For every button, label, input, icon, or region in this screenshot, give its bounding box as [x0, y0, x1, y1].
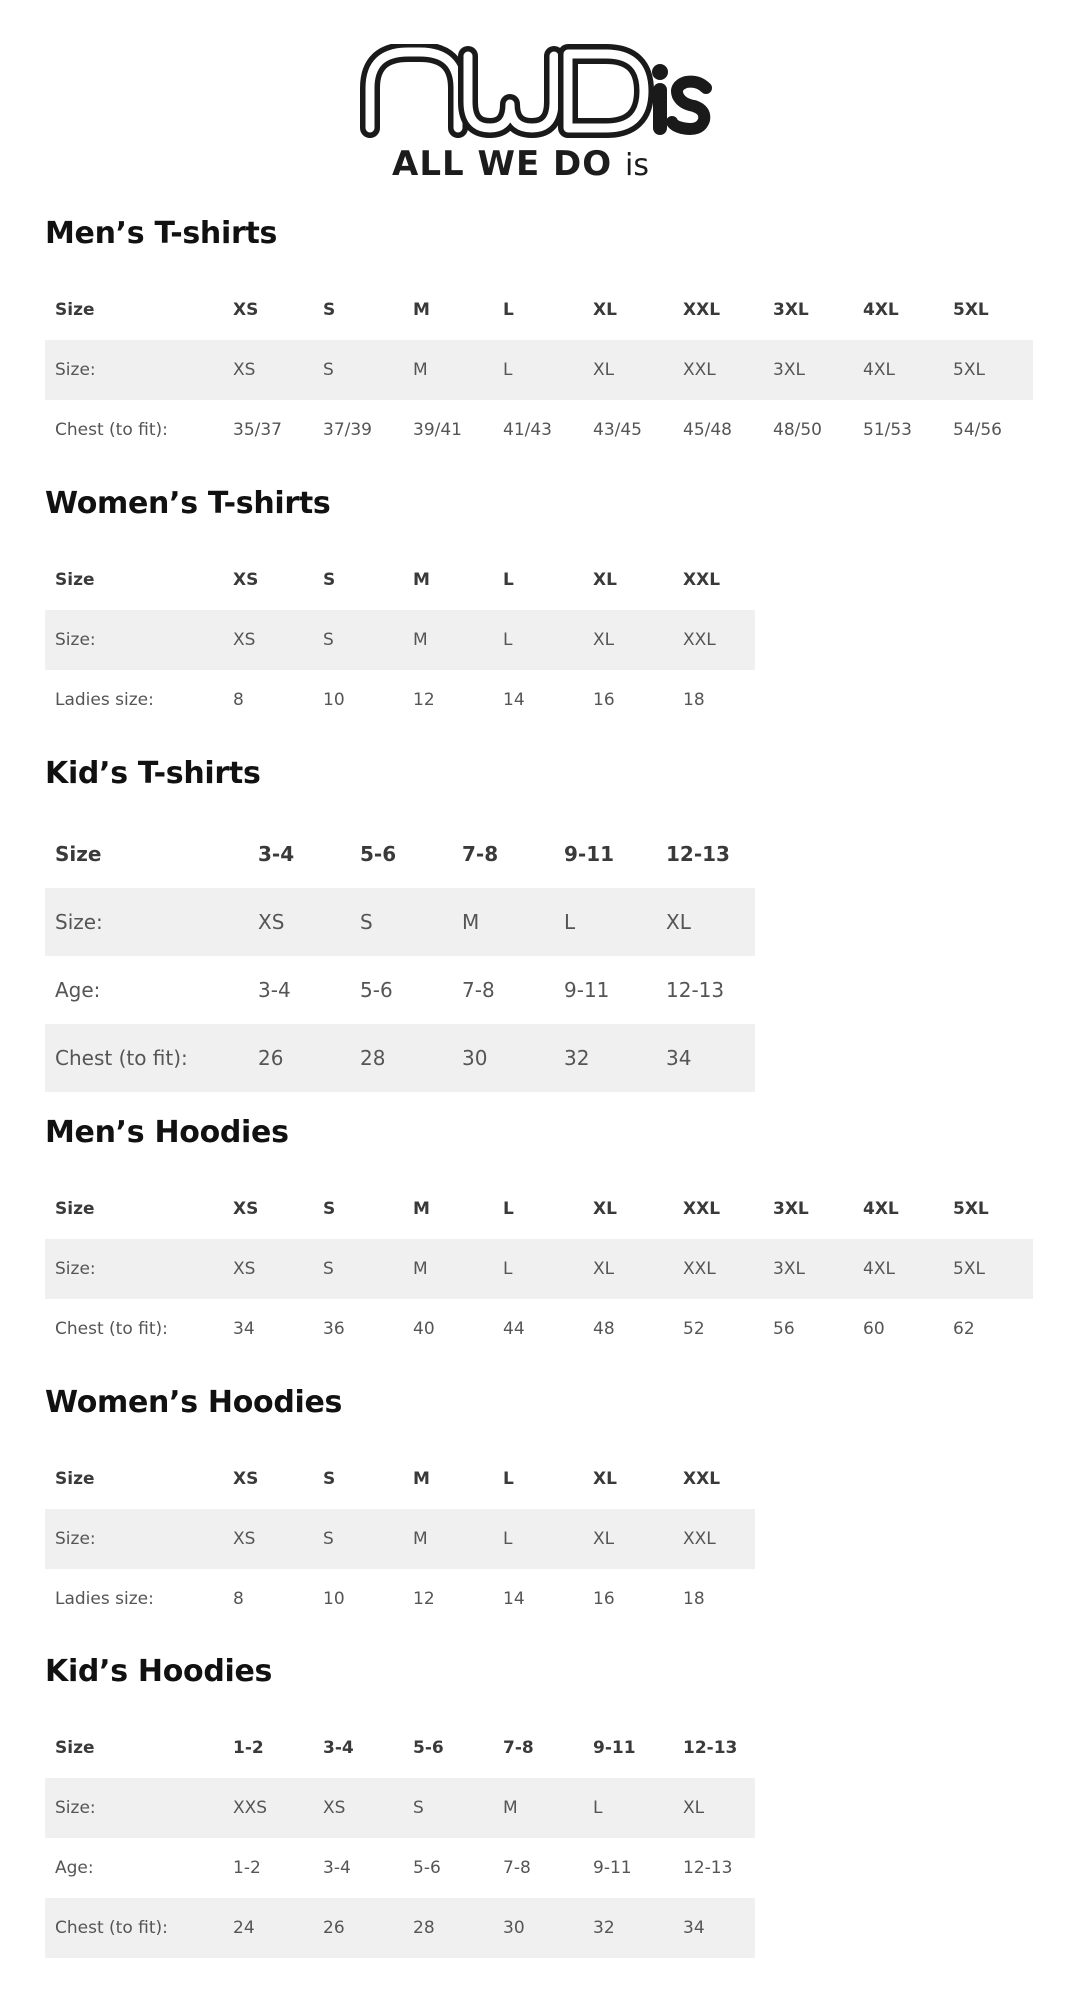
header-cell: S: [323, 1469, 336, 1489]
table-cell: XS: [223, 610, 313, 670]
table-cell: S: [403, 1778, 493, 1838]
table-cell: 9-11: [564, 978, 610, 1002]
table-row: [45, 340, 1033, 400]
table-cell: 3-4: [323, 1858, 351, 1878]
table-cell: 54/56: [953, 420, 1002, 440]
row-label: Size:: [45, 1239, 223, 1299]
table-cell: 7-8: [462, 978, 495, 1002]
header-cell: XS: [233, 570, 259, 590]
table-cell: 24: [223, 1898, 313, 1958]
header-cell: XXL: [683, 300, 721, 320]
header-cell: 5-6: [413, 1738, 444, 1758]
section-mens-hoodies: [45, 1112, 1033, 1359]
section-title: Women’s Hoodies: [45, 1385, 343, 1420]
table-cell: 37/39: [323, 420, 372, 440]
row-label: Ladies size:: [55, 1589, 154, 1609]
section-kids-tshirts: [45, 753, 755, 1092]
table-cell: 10: [323, 1589, 345, 1609]
table-cell: XS: [223, 340, 313, 400]
table-row: [45, 610, 755, 670]
table-cell: 8: [233, 1589, 244, 1609]
header-cell: 9-11: [564, 842, 615, 866]
table-cell: 26: [248, 1024, 350, 1092]
table-cell: XL: [583, 1509, 673, 1569]
table-cell: 48: [593, 1319, 615, 1339]
table-cell: XXL: [673, 1509, 755, 1569]
table-cell: M: [452, 888, 554, 956]
row-label: Size:: [45, 1778, 223, 1838]
table-cell: 56: [773, 1319, 795, 1339]
table-cell: L: [493, 610, 583, 670]
table-row: [45, 1778, 755, 1838]
table-cell: XL: [583, 340, 673, 400]
table-cell: 3-4: [258, 978, 291, 1002]
row-label: Chest (to fit):: [55, 420, 168, 440]
section-title: Men’s Hoodies: [45, 1115, 289, 1150]
row-label: Age:: [55, 1858, 94, 1878]
table-cell: XXL: [673, 610, 755, 670]
table-cell: S: [313, 340, 403, 400]
table-cell: 62: [953, 1319, 975, 1339]
header-cell: Size: [55, 1199, 95, 1219]
table-cell: 7-8: [503, 1858, 531, 1878]
header-cell: 3-4: [323, 1738, 354, 1758]
table-row: [45, 1299, 1033, 1359]
table-header-row: [45, 1179, 1033, 1239]
header-cell: M: [413, 1199, 430, 1219]
table-cell: XL: [656, 888, 755, 956]
table-header-row: [45, 1449, 755, 1509]
table-cell: 18: [683, 1589, 705, 1609]
table-cell: 32: [583, 1898, 673, 1958]
table-cell: M: [493, 1778, 583, 1838]
table-cell: 16: [593, 1589, 615, 1609]
table-cell: 30: [452, 1024, 554, 1092]
row-label: Size:: [45, 1509, 223, 1569]
table-cell: 40: [413, 1319, 435, 1339]
header-cell: M: [413, 1469, 430, 1489]
section-kids-hoodies: [45, 1651, 755, 1958]
table-cell: 35/37: [233, 420, 282, 440]
header-cell: 1-2: [233, 1738, 264, 1758]
header-cell: 5XL: [953, 300, 989, 320]
table-cell: L: [493, 1239, 583, 1299]
header-cell: L: [503, 300, 514, 320]
table-cell: 4XL: [853, 1239, 943, 1299]
header-cell: 9-11: [593, 1738, 636, 1758]
table-cell: XS: [223, 1509, 313, 1569]
table-cell: XL: [583, 1239, 673, 1299]
logo-tagline-lower: is: [625, 148, 649, 183]
table-row: [45, 400, 1033, 460]
table-cell: XS: [223, 1239, 313, 1299]
header-cell: 4XL: [863, 300, 899, 320]
row-label: Ladies size:: [55, 690, 154, 710]
header-cell: 5XL: [953, 1199, 989, 1219]
table-cell: 34: [673, 1898, 755, 1958]
header-cell: XXL: [683, 570, 721, 590]
table-cell: 48/50: [773, 420, 822, 440]
table-row: [45, 1569, 755, 1629]
table-cell: 60: [863, 1319, 885, 1339]
logo-tagline: [392, 144, 649, 184]
header-cell: L: [503, 1469, 514, 1489]
header-cell: XL: [593, 300, 617, 320]
table-cell: 51/53: [863, 420, 912, 440]
table-cell: 26: [313, 1898, 403, 1958]
table-cell: M: [403, 1239, 493, 1299]
table-cell: XS: [313, 1778, 403, 1838]
table-cell: 43/45: [593, 420, 642, 440]
row-label: Size:: [45, 888, 248, 956]
logo-tagline-caps: ALL WE DO: [392, 144, 613, 184]
table-cell: L: [583, 1778, 673, 1838]
table-cell: 30: [493, 1898, 583, 1958]
section-title: Men’s T-shirts: [45, 216, 278, 251]
table-row: [45, 1024, 755, 1092]
table-cell: S: [313, 610, 403, 670]
header-cell: L: [503, 570, 514, 590]
header-cell: XS: [233, 1199, 259, 1219]
header-cell: XXL: [683, 1199, 721, 1219]
table-cell: 34: [233, 1319, 255, 1339]
table-row: [45, 670, 755, 730]
table-row: [45, 1898, 755, 1958]
header-cell: XL: [593, 570, 617, 590]
table-cell: 12: [413, 690, 435, 710]
table-cell: 12-13: [666, 978, 725, 1002]
table-cell: 3XL: [763, 1239, 853, 1299]
table-cell: M: [403, 610, 493, 670]
header-cell: S: [323, 1199, 336, 1219]
section-title: Kid’s T-shirts: [45, 756, 261, 791]
header-cell: 7-8: [503, 1738, 534, 1758]
table-header-row: [45, 1718, 755, 1778]
table-cell: 1-2: [233, 1858, 261, 1878]
header-cell: S: [323, 570, 336, 590]
section-title: Women’s T-shirts: [45, 486, 331, 521]
header-cell: Size: [55, 842, 102, 866]
table-cell: S: [313, 1509, 403, 1569]
size-table-kids-tshirts: [45, 820, 755, 1092]
table-cell: XL: [583, 610, 673, 670]
size-table-kids-hoodies: [45, 1718, 755, 1958]
table-cell: 10: [323, 690, 345, 710]
header-cell: S: [323, 300, 336, 320]
table-cell: 44: [503, 1319, 525, 1339]
section-mens-tshirts: [45, 213, 1033, 460]
row-label: Chest (to fit):: [45, 1898, 223, 1958]
table-cell: M: [403, 340, 493, 400]
table-cell: XXL: [673, 340, 763, 400]
table-row: [45, 888, 755, 956]
table-row: [45, 1838, 755, 1898]
table-cell: 14: [503, 690, 525, 710]
table-cell: L: [493, 1509, 583, 1569]
table-cell: 18: [683, 690, 705, 710]
table-cell: 5-6: [360, 978, 393, 1002]
table-cell: 12: [413, 1589, 435, 1609]
table-cell: M: [403, 1509, 493, 1569]
table-cell: L: [493, 340, 583, 400]
table-cell: S: [313, 1239, 403, 1299]
table-header-row: [45, 550, 755, 610]
header-cell: 3XL: [773, 300, 809, 320]
header-cell: M: [413, 300, 430, 320]
table-cell: XS: [248, 888, 350, 956]
table-cell: L: [554, 888, 656, 956]
table-cell: XL: [673, 1778, 755, 1838]
table-cell: 14: [503, 1589, 525, 1609]
table-row: [45, 956, 755, 1024]
size-table-womens-hoodies: [45, 1449, 755, 1629]
table-cell: 41/43: [503, 420, 552, 440]
header-cell: L: [503, 1199, 514, 1219]
awdis-wordmark-logo: [360, 44, 720, 140]
table-cell: 4XL: [853, 340, 943, 400]
table-cell: 5XL: [943, 1239, 1033, 1299]
table-cell: 8: [233, 690, 244, 710]
header-cell: 5-6: [360, 842, 397, 866]
table-cell: XXL: [673, 1239, 763, 1299]
header-cell: Size: [55, 1738, 95, 1758]
header-cell: XL: [593, 1199, 617, 1219]
header-cell: XL: [593, 1469, 617, 1489]
section-womens-hoodies: [45, 1382, 755, 1629]
header-cell: Size: [55, 570, 95, 590]
awdis-logo: [360, 44, 720, 184]
header-cell: 12-13: [683, 1738, 738, 1758]
header-cell: Size: [55, 1469, 95, 1489]
table-cell: 34: [656, 1024, 755, 1092]
size-table-womens-tshirts: [45, 550, 755, 730]
table-row: [45, 1509, 755, 1569]
table-cell: 52: [683, 1319, 705, 1339]
header-cell: 7-8: [462, 842, 499, 866]
table-cell: 39/41: [413, 420, 462, 440]
table-cell: XXS: [223, 1778, 313, 1838]
table-cell: S: [350, 888, 452, 956]
section-title: Kid’s Hoodies: [45, 1654, 273, 1689]
table-cell: 5XL: [943, 340, 1033, 400]
header-cell: Size: [55, 300, 95, 320]
section-womens-tshirts: [45, 483, 755, 730]
header-cell: XXL: [683, 1469, 721, 1489]
table-header-row: [45, 280, 1033, 340]
table-row: [45, 1239, 1033, 1299]
header-cell: XS: [233, 300, 259, 320]
table-cell: 16: [593, 690, 615, 710]
table-header-row: [45, 820, 755, 888]
row-label: Chest (to fit):: [45, 1024, 248, 1092]
table-cell: 9-11: [593, 1858, 632, 1878]
size-table-mens-tshirts: [45, 280, 1033, 460]
table-cell: 45/48: [683, 420, 732, 440]
table-cell: 36: [323, 1319, 345, 1339]
header-cell: 12-13: [666, 842, 730, 866]
row-label: Age:: [55, 978, 101, 1002]
row-label: Size:: [45, 610, 223, 670]
table-cell: 28: [350, 1024, 452, 1092]
header-cell: 3-4: [258, 842, 295, 866]
header-cell: 4XL: [863, 1199, 899, 1219]
row-label: Size:: [45, 340, 223, 400]
table-cell: 12-13: [683, 1858, 733, 1878]
header-cell: M: [413, 570, 430, 590]
size-table-mens-hoodies: [45, 1179, 1033, 1359]
header-cell: XS: [233, 1469, 259, 1489]
row-label: Chest (to fit):: [55, 1319, 168, 1339]
table-cell: 32: [554, 1024, 656, 1092]
table-cell: 5-6: [413, 1858, 441, 1878]
table-cell: 3XL: [763, 340, 853, 400]
header-cell: 3XL: [773, 1199, 809, 1219]
table-cell: 28: [403, 1898, 493, 1958]
